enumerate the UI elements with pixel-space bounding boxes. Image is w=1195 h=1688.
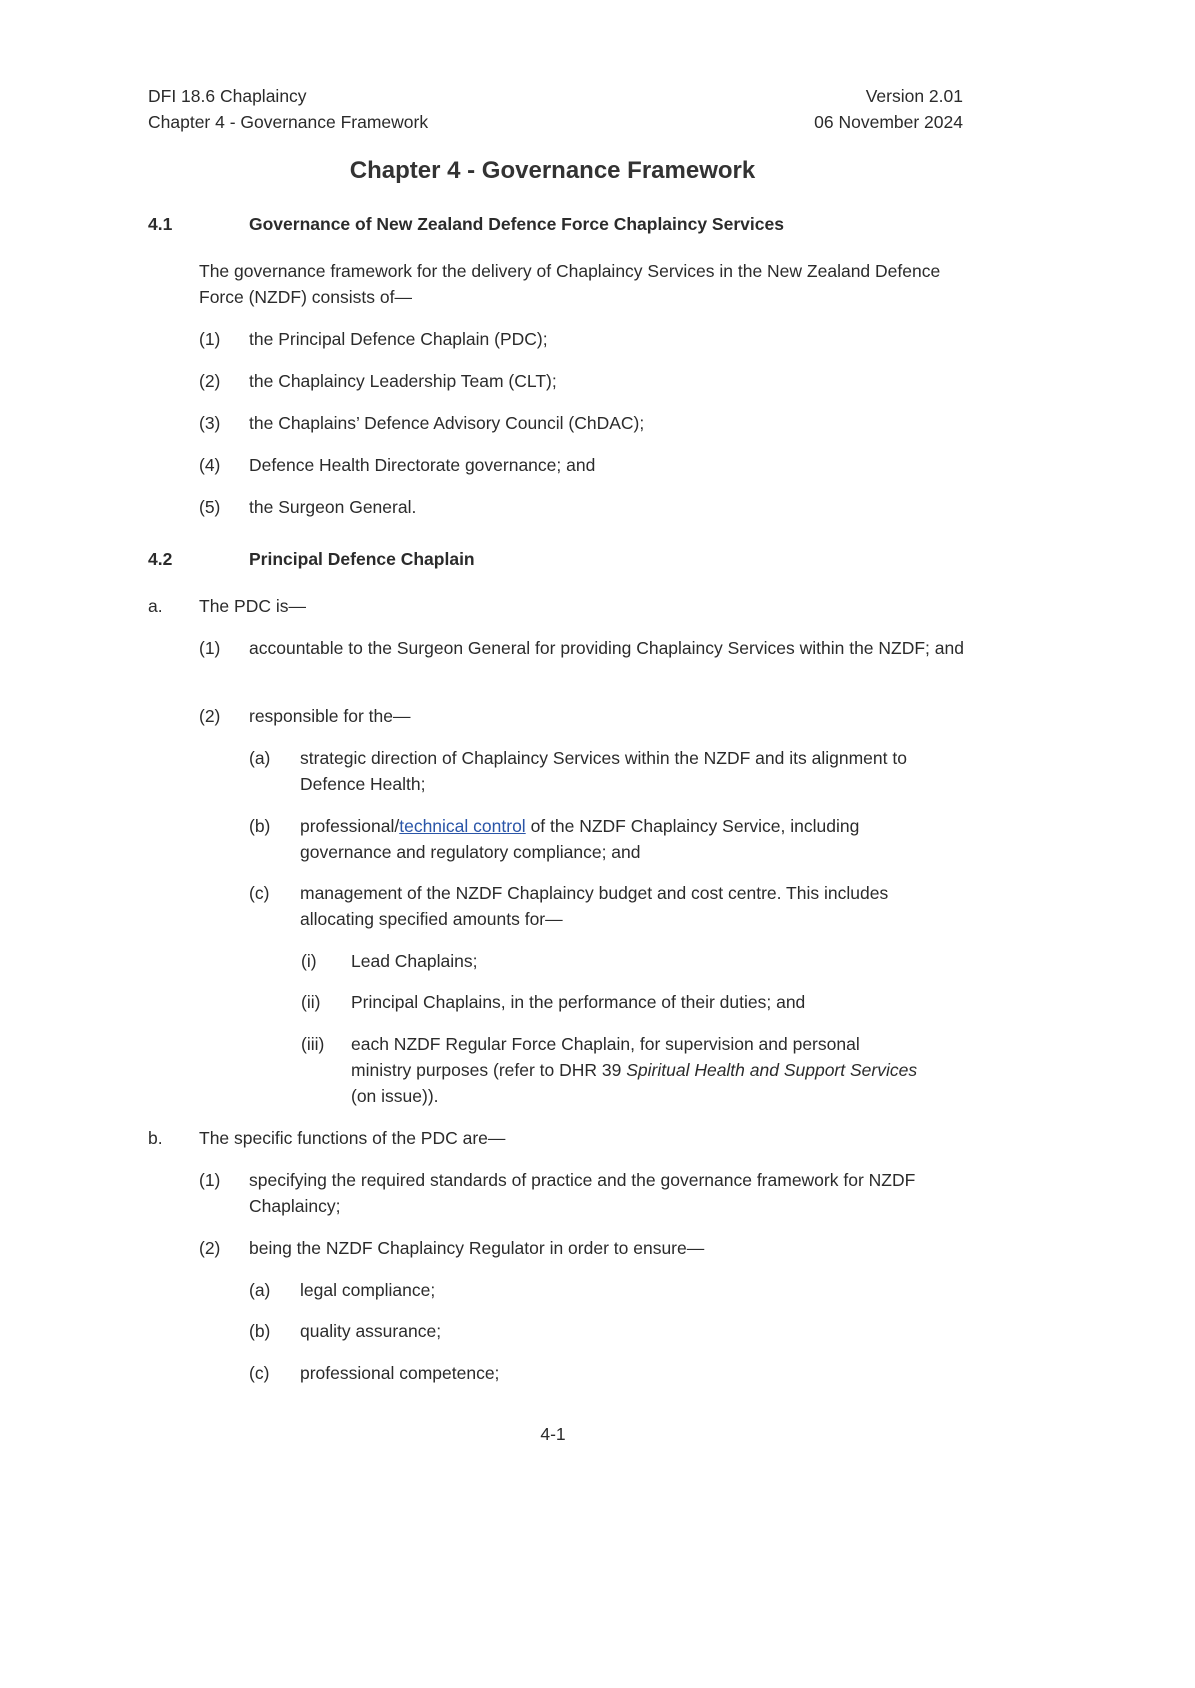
list-label: (1) xyxy=(199,329,221,349)
header-version: Version 2.01 xyxy=(865,86,963,106)
list-item: accountable to the Surgeon General for providing Chaplaincy Services within the NZDF; and xyxy=(249,638,964,658)
list-label: (2) xyxy=(199,706,221,726)
list-item: professional competence; xyxy=(300,1363,500,1383)
list-label: (c) xyxy=(249,1363,270,1383)
list-label: (b) xyxy=(249,816,271,836)
list-item: The PDC is— xyxy=(199,596,306,616)
list-item: management of the NZDF Chaplaincy budget and cost centre. This includes allocating specified amounts for— xyxy=(300,883,889,929)
list-item: legal compliance; xyxy=(300,1280,436,1300)
list-item: the Principal Defence Chaplain (PDC); xyxy=(249,329,548,349)
list-label: (a) xyxy=(249,1280,271,1300)
text: each NZDF Regular Force Chaplain, for supervision and personal ministry purposes (refer to DHR 39 xyxy=(351,1034,860,1080)
list-label: (2) xyxy=(199,371,221,391)
list-item: The specific functions of the PDC are— xyxy=(199,1128,506,1148)
section-number: 4.2 xyxy=(148,549,173,569)
section-number: 4.1 xyxy=(148,214,173,234)
list-item xyxy=(351,1031,921,1109)
list-label: (1) xyxy=(199,1170,221,1190)
list-item: Lead Chaplains; xyxy=(351,951,478,971)
header-doc-title: DFI 18.6 Chaplaincy xyxy=(148,86,307,106)
list-item: the Chaplains’ Defence Advisory Council (ChDAC); xyxy=(249,413,645,433)
list-item: quality assurance; xyxy=(300,1321,442,1341)
list-item: the Chaplaincy Leadership Team (CLT); xyxy=(249,371,557,391)
list-label: (2) xyxy=(199,1238,221,1258)
list-label: (a) xyxy=(249,748,271,768)
text: professional/ xyxy=(300,816,400,836)
list-label: (i) xyxy=(301,951,317,971)
list-item: specifying the required standards of practice and the governance framework for NZDF Chaplaincy; xyxy=(249,1170,916,1216)
list-label: (ii) xyxy=(301,992,321,1012)
list-label: (4) xyxy=(199,455,221,475)
list-label: (3) xyxy=(199,413,221,433)
list-item: strategic direction of Chaplaincy Services within the NZDF and its alignment to Defence Health; xyxy=(300,748,907,794)
page-title: Chapter 4 - Governance Framework xyxy=(349,157,756,184)
list-label: (1) xyxy=(199,638,221,658)
list-item: the Surgeon General. xyxy=(249,497,417,517)
header-date: 06 November 2024 xyxy=(814,112,963,132)
technical-control-link[interactable]: technical control xyxy=(399,816,526,836)
list-label: (c) xyxy=(249,883,270,903)
header-chapter: Chapter 4 - Governance Framework xyxy=(148,112,429,132)
list-label: (iii) xyxy=(301,1034,325,1054)
list-label: (5) xyxy=(199,497,221,517)
section-heading: Governance of New Zealand Defence Force Chaplaincy Services xyxy=(249,214,784,234)
list-item: responsible for the— xyxy=(249,706,411,726)
text: of the NZDF Chaplaincy Service, including governance and regulatory compliance; and xyxy=(300,816,860,862)
paragraph: The governance framework for the delivery of Chaplaincy Services in the New Zealand Defence Force (NZDF) consists of— xyxy=(199,261,941,307)
list-item: Defence Health Directorate governance; and xyxy=(249,455,596,475)
document-title: Spiritual Health and Support Services xyxy=(626,1060,918,1080)
list-label: b. xyxy=(148,1128,163,1148)
list-label: a. xyxy=(148,596,163,616)
list-label: (b) xyxy=(249,1321,271,1341)
text: (on issue)). xyxy=(351,1086,439,1106)
section-heading: Principal Defence Chaplain xyxy=(249,549,475,569)
list-item xyxy=(300,813,940,865)
page-number: 4-1 xyxy=(540,1424,566,1444)
list-item: being the NZDF Chaplaincy Regulator in order to ensure— xyxy=(249,1238,705,1258)
list-item: Principal Chaplains, in the performance of their duties; and xyxy=(351,992,806,1012)
